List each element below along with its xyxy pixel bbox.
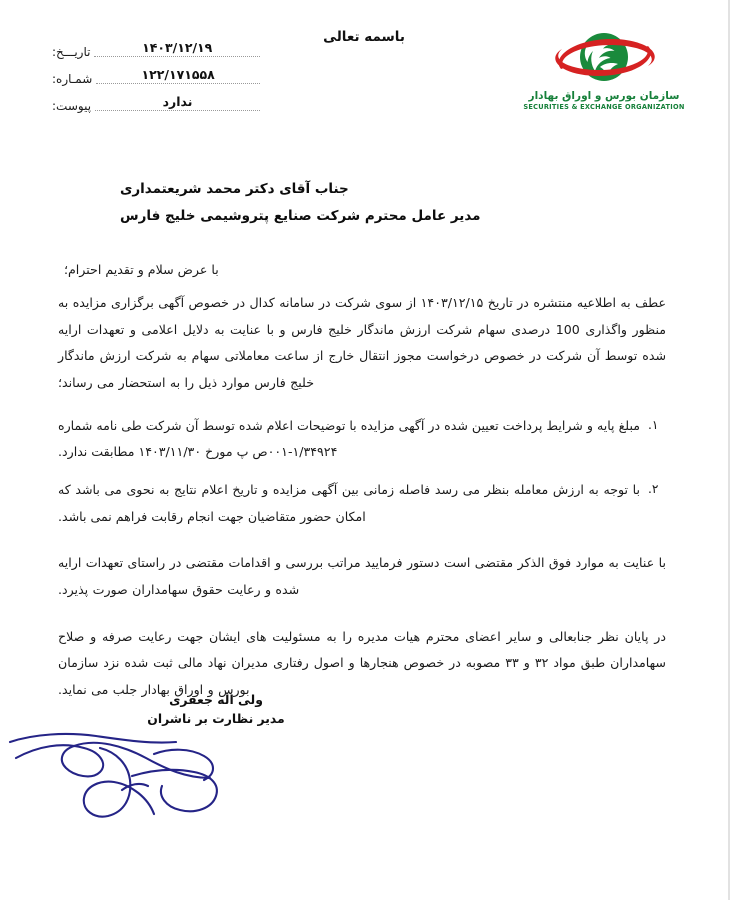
logo-name-en: SECURITIES & EXCHANGE ORGANIZATION bbox=[523, 103, 685, 112]
meta-row-attachment bbox=[52, 88, 264, 115]
date-label: تاریـــخ: bbox=[52, 45, 91, 59]
attachment-dotted-line bbox=[95, 93, 260, 111]
signatory-title: مدیر نظارت بر ناشران bbox=[147, 711, 285, 727]
meta-row-number bbox=[52, 61, 264, 88]
signature-block bbox=[96, 690, 336, 728]
meta-row-date bbox=[52, 34, 264, 61]
list-item bbox=[58, 413, 659, 466]
final-paragraph: در پایان نظر جنابعالی و سایر اعضای محترم هیات مدیره را به مسئولیت های ایشان جهت رعایت صرفه و صلاح سهامداران طبق مواد ۳۲ و ۳۳ مصوبه در خصوص هنجارها و اصول رفتاری مدیران نهاد مالی ثبت شده نزد سازمان بورس و اوراق بهادار جلب می نماید. bbox=[58, 628, 666, 698]
letterhead bbox=[0, 0, 728, 130]
handwritten-signature-icon bbox=[4, 712, 304, 832]
closing-paragraph: با عنایت به موارد فوق الذکر مقتضی است دستور فرمایید مراتب بررسی و اقدامات مقتضی در راستای تعهدات ارایه شده و رعایت حقوق سهامداران صورت پذیرد. bbox=[58, 555, 666, 598]
signatory-name: ولی اله جعفری bbox=[169, 692, 263, 707]
letter-body bbox=[0, 176, 728, 704]
number-dotted-line bbox=[96, 66, 260, 84]
logo-name-fa: سازمان بورس و اوراق بهادار bbox=[528, 90, 680, 102]
salutation-text: با عرض سلام و تقدیم احترام؛ bbox=[64, 262, 219, 277]
attachment-value: ندارد bbox=[162, 94, 193, 109]
numbered-items-list bbox=[58, 413, 666, 531]
date-dotted-line bbox=[94, 39, 260, 57]
number-value: ۱۲۲/۱۷۱۵۵۸ bbox=[141, 67, 215, 82]
list-item-text: با توجه به ارزش معامله بنظر می رسد فاصله زمانی بین آگهی مزایده و تاریخ اعلام نتایج به نحوی می باشد که امکان حضور متقاضیان جهت انجام رقابت فراهم نمی باشد. bbox=[58, 482, 640, 524]
attachment-label: پیوست: bbox=[52, 99, 92, 113]
addressee-title: مدیر عامل محترم شرکت صنایع پتروشیمی خلیج فارس bbox=[120, 208, 481, 224]
organization-logo-block bbox=[516, 26, 692, 111]
list-item-text: مبلغ پایه و شرایط پرداخت تعیین شده در آگهی مزایده با توضیحات اعلام شده توسط آن شرکت طی نامه شماره ۱/۳۴۹۲۴-۰۰۱ص پ مورخ ۱۴۰۳/۱۱/۳۰ مطابقت ندارد. bbox=[58, 417, 640, 460]
list-item bbox=[58, 477, 659, 530]
addressee-name: جناب آقای دکتر محمد شریعتمداری bbox=[120, 181, 349, 197]
letter-meta-block bbox=[52, 34, 264, 115]
number-label: شمـاره: bbox=[52, 72, 93, 86]
date-value: ۱۴۰۳/۱۲/۱۹ bbox=[142, 40, 213, 55]
opening-paragraph: عطف به اطلاعیه منتشره در تاریخ ۱۴۰۳/۱۲/۱۵ از سوی شرکت در سامانه کدال در خصوص آگهی برگزاری مزایده به منظور واگذاری 100 درصدی سهام شرکت ارزش ماندگار خلیج فارس و با عنایت به دلایل اعلامی و تعهدات ارایه شده توسط آن شرکت در خصوص درخواست مجوز انتقال خارج از ساعت معاملاتی سهام به شرکت ارزش ماندگار خلیج فارس موارد ذیل را به استحضار می رساند؛ bbox=[58, 294, 667, 390]
basmala-text: باسمه تعالی bbox=[323, 29, 405, 45]
list-item-number: ۱. bbox=[648, 417, 659, 432]
seo-globe-logo-icon bbox=[541, 26, 667, 88]
list-item-number: ۲. bbox=[648, 482, 659, 497]
addressee-block bbox=[58, 176, 666, 230]
